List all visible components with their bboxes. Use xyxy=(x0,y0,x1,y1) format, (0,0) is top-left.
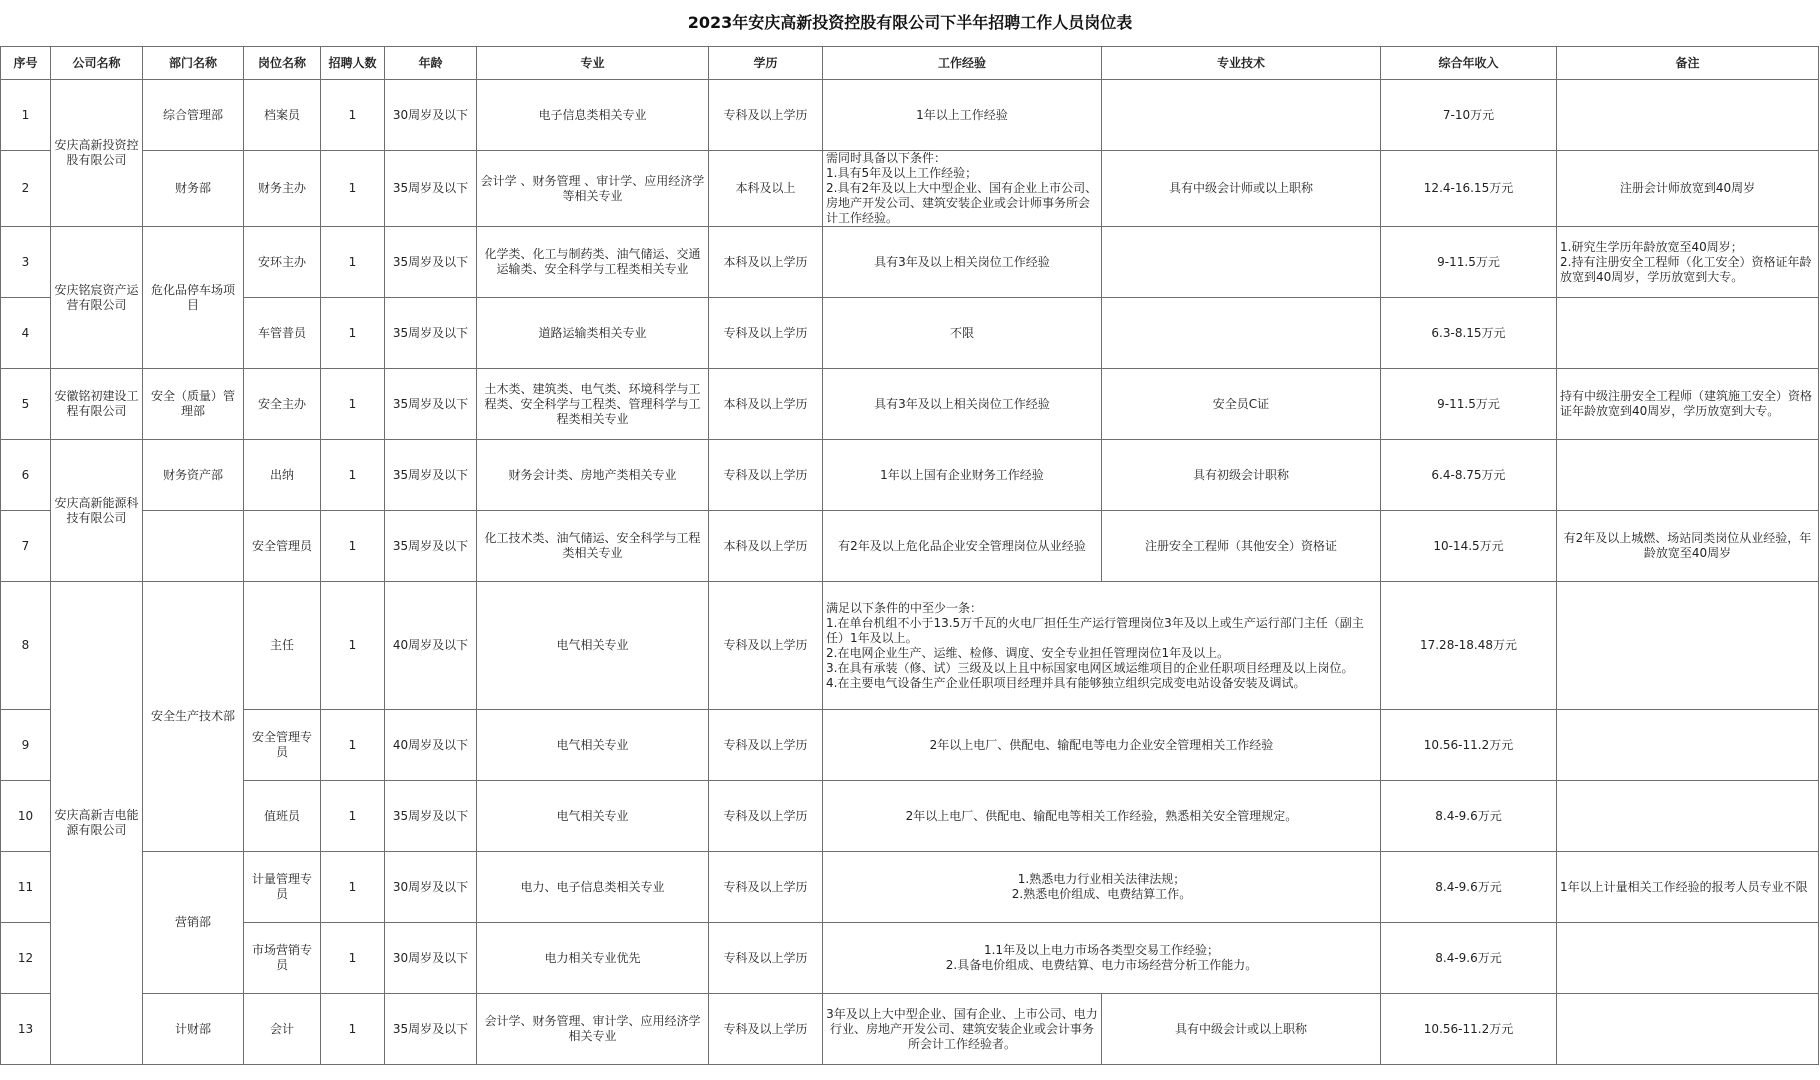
cell-major: 会计学、财务管理、审计学、应用经济学相关专业 xyxy=(477,994,709,1065)
cell-education: 专科及以上学历 xyxy=(709,710,823,781)
cell-income: 10-14.5万元 xyxy=(1381,511,1557,582)
cell-department: 财务部 xyxy=(143,151,244,227)
cell-department: 安全生产技术部 xyxy=(143,582,244,852)
cell-post: 主任 xyxy=(244,582,321,710)
col-header-income: 综合年收入 xyxy=(1381,47,1557,80)
cell-remarks xyxy=(1557,781,1819,852)
table-row xyxy=(1,80,1819,151)
cell-major: 会计学 、财务管理 、审计学、应用经济学等相关专业 xyxy=(477,151,709,227)
cell-education: 专科及以上学历 xyxy=(709,852,823,923)
table-row xyxy=(1,994,1819,1065)
cell-income: 6.4-8.75万元 xyxy=(1381,440,1557,511)
cell-post: 安全主办 xyxy=(244,369,321,440)
table-row xyxy=(1,369,1819,440)
cell-age: 35周岁及以下 xyxy=(385,227,477,298)
cell-post: 档案员 xyxy=(244,80,321,151)
cell-age: 40周岁及以下 xyxy=(385,582,477,710)
cell-age: 35周岁及以下 xyxy=(385,440,477,511)
cell-age: 35周岁及以下 xyxy=(385,781,477,852)
col-header-age: 年龄 xyxy=(385,47,477,80)
cell-experience: 不限 xyxy=(823,298,1102,369)
table-row xyxy=(1,298,1819,369)
cell-major: 电力、电子信息类相关专业 xyxy=(477,852,709,923)
cell-count: 1 xyxy=(321,440,385,511)
cell-no: 3 xyxy=(1,227,51,298)
table-row xyxy=(1,852,1819,923)
cell-no: 4 xyxy=(1,298,51,369)
cell-technical: 安全员C证 xyxy=(1102,369,1381,440)
cell-income: 12.4-16.15万元 xyxy=(1381,151,1557,227)
cell-count: 1 xyxy=(321,781,385,852)
col-header-no: 序号 xyxy=(1,47,51,80)
cell-major: 道路运输类相关专业 xyxy=(477,298,709,369)
col-header-experience: 工作经验 xyxy=(823,47,1102,80)
cell-income: 10.56-11.2万元 xyxy=(1381,994,1557,1065)
cell-department: 财务资产部 xyxy=(143,440,244,511)
cell-technical xyxy=(1102,80,1381,151)
cell-income: 8.4-9.6万元 xyxy=(1381,923,1557,994)
cell-age: 35周岁及以下 xyxy=(385,298,477,369)
cell-remarks xyxy=(1557,582,1819,710)
cell-technical: 具有中级会计师或以上职称 xyxy=(1102,151,1381,227)
cell-post: 车管普员 xyxy=(244,298,321,369)
recruitment-table xyxy=(0,46,1819,1065)
cell-major: 电气相关专业 xyxy=(477,582,709,710)
cell-major: 化工技术类、油气储运、安全科学与工程类相关专业 xyxy=(477,511,709,582)
cell-department: 综合管理部 xyxy=(143,80,244,151)
col-header-education: 学历 xyxy=(709,47,823,80)
col-header-company: 公司名称 xyxy=(51,47,143,80)
cell-technical: 具有中级会计或以上职称 xyxy=(1102,994,1381,1065)
table-row xyxy=(1,781,1819,852)
cell-count: 1 xyxy=(321,227,385,298)
cell-technical xyxy=(1102,298,1381,369)
cell-no: 9 xyxy=(1,710,51,781)
cell-remarks xyxy=(1557,710,1819,781)
col-header-count: 招聘人数 xyxy=(321,47,385,80)
cell-education: 专科及以上学历 xyxy=(709,582,823,710)
cell-experience: 1年以上工作经验 xyxy=(823,80,1102,151)
cell-income: 9-11.5万元 xyxy=(1381,369,1557,440)
cell-no: 8 xyxy=(1,582,51,710)
cell-post: 值班员 xyxy=(244,781,321,852)
cell-no: 11 xyxy=(1,852,51,923)
cell-experience: 满足以下条件的中至少一条： 1.在单台机组不小于13.5万千瓦的火电厂担任生产运行管理岗位3年及以上或生产运行部门主任（副主任）1年及以上。 2.在电网企业生产、运维、检修、调度、安全专业担任管理岗位1年及以上。 3.在具有承装（修、试）三级及以上且中标国家电网区域运维项目的企业任职项目经理及以上岗位。 4.在主要电气设备生产企业任职项目经理并具有能够独立组织完成变电站设备安装及调试。 xyxy=(823,582,1381,710)
table-row xyxy=(1,923,1819,994)
cell-remarks xyxy=(1557,994,1819,1065)
cell-experience: 1.1年及以上电力市场各类型交易工作经验； 2.具备电价组成、电费结算、电力市场经营分析工作能力。 xyxy=(823,923,1381,994)
cell-department: 危化品停车场项目 xyxy=(143,227,244,369)
cell-education: 专科及以上学历 xyxy=(709,80,823,151)
cell-technical xyxy=(1102,227,1381,298)
table-row xyxy=(1,710,1819,781)
cell-no: 10 xyxy=(1,781,51,852)
cell-remarks xyxy=(1557,440,1819,511)
cell-major: 财务会计类、房地产类相关专业 xyxy=(477,440,709,511)
cell-count: 1 xyxy=(321,80,385,151)
col-header-remarks: 备注 xyxy=(1557,47,1819,80)
cell-count: 1 xyxy=(321,298,385,369)
cell-income: 8.4-9.6万元 xyxy=(1381,852,1557,923)
cell-education: 本科及以上学历 xyxy=(709,227,823,298)
cell-major: 电气相关专业 xyxy=(477,710,709,781)
cell-post: 安全管理专员 xyxy=(244,710,321,781)
cell-company: 安庆高新吉电能源有限公司 xyxy=(51,582,143,1065)
cell-experience: 2年以上电厂、供配电、输配电等相关工作经验，熟悉相关安全管理规定。 xyxy=(823,781,1381,852)
cell-experience: 1.熟悉电力行业相关法律法规； 2.熟悉电价组成、电费结算工作。 xyxy=(823,852,1381,923)
header-row xyxy=(1,47,1819,80)
cell-age: 40周岁及以下 xyxy=(385,710,477,781)
cell-education: 本科及以上 xyxy=(709,151,823,227)
cell-company: 安庆高新能源科技有限公司 xyxy=(51,440,143,582)
cell-education: 本科及以上学历 xyxy=(709,369,823,440)
cell-post: 安全管理员 xyxy=(244,511,321,582)
cell-remarks: 1年以上计量相关工作经验的报考人员专业不限 xyxy=(1557,852,1819,923)
col-header-major: 专业 xyxy=(477,47,709,80)
cell-post: 会计 xyxy=(244,994,321,1065)
cell-count: 1 xyxy=(321,923,385,994)
cell-education: 本科及以上学历 xyxy=(709,511,823,582)
cell-remarks xyxy=(1557,298,1819,369)
cell-company: 安庆铭宸资产运营有限公司 xyxy=(51,227,143,369)
cell-education: 专科及以上学历 xyxy=(709,298,823,369)
cell-company: 安徽铭初建设工程有限公司 xyxy=(51,369,143,440)
cell-age: 30周岁及以下 xyxy=(385,852,477,923)
cell-experience: 2年以上电厂、供配电、输配电等电力企业安全管理相关工作经验 xyxy=(823,710,1381,781)
cell-no: 5 xyxy=(1,369,51,440)
cell-age: 30周岁及以下 xyxy=(385,923,477,994)
cell-major: 电气相关专业 xyxy=(477,781,709,852)
cell-remarks: 注册会计师放宽到40周岁 xyxy=(1557,151,1819,227)
cell-post: 计量管理专员 xyxy=(244,852,321,923)
cell-department: 计财部 xyxy=(143,994,244,1065)
cell-age: 35周岁及以下 xyxy=(385,994,477,1065)
cell-age: 30周岁及以下 xyxy=(385,80,477,151)
cell-remarks: 持有中级注册安全工程师（建筑施工安全）资格证年龄放宽到40周岁，学历放宽到大专。 xyxy=(1557,369,1819,440)
col-header-technical: 专业技术 xyxy=(1102,47,1381,80)
page-title: 2023年安庆高新投资控股有限公司下半年招聘工作人员岗位表 xyxy=(687,13,1133,32)
cell-remarks xyxy=(1557,80,1819,151)
cell-education: 专科及以上学历 xyxy=(709,781,823,852)
cell-income: 17.28-18.48万元 xyxy=(1381,582,1557,710)
table-row xyxy=(1,582,1819,710)
table-row xyxy=(1,440,1819,511)
cell-department-empty xyxy=(143,511,244,582)
cell-income: 7-10万元 xyxy=(1381,80,1557,151)
cell-count: 1 xyxy=(321,511,385,582)
cell-education: 专科及以上学历 xyxy=(709,923,823,994)
cell-experience: 具有3年及以上相关岗位工作经验 xyxy=(823,369,1102,440)
cell-no: 7 xyxy=(1,511,51,582)
cell-age: 35周岁及以下 xyxy=(385,151,477,227)
cell-education: 专科及以上学历 xyxy=(709,440,823,511)
cell-income: 9-11.5万元 xyxy=(1381,227,1557,298)
cell-education: 专科及以上学历 xyxy=(709,994,823,1065)
cell-post: 出纳 xyxy=(244,440,321,511)
cell-major: 土木类、建筑类、电气类、环境科学与工程类、安全科学与工程类、管理科学与工程类相关专业 xyxy=(477,369,709,440)
cell-department: 营销部 xyxy=(143,852,244,994)
cell-no: 13 xyxy=(1,994,51,1065)
cell-count: 1 xyxy=(321,151,385,227)
table-row xyxy=(1,227,1819,298)
cell-count: 1 xyxy=(321,852,385,923)
cell-count: 1 xyxy=(321,582,385,710)
cell-income: 10.56-11.2万元 xyxy=(1381,710,1557,781)
cell-technical: 具有初级会计职称 xyxy=(1102,440,1381,511)
col-header-post: 岗位名称 xyxy=(244,47,321,80)
cell-major: 电子信息类相关专业 xyxy=(477,80,709,151)
cell-post: 安环主办 xyxy=(244,227,321,298)
cell-experience: 需同时具备以下条件： 1.具有5年及以上工作经验； 2.具有2年及以上大中型企业、国有企业上市公司、房地产开发公司、建筑安装企业或会计师事务所会计工作经验。 xyxy=(823,151,1102,227)
cell-age: 35周岁及以下 xyxy=(385,369,477,440)
cell-count: 1 xyxy=(321,710,385,781)
col-header-department: 部门名称 xyxy=(143,47,244,80)
cell-experience: 1年以上国有企业财务工作经验 xyxy=(823,440,1102,511)
cell-income: 6.3-8.15万元 xyxy=(1381,298,1557,369)
cell-remarks: 1.研究生学历年龄放宽至40周岁； 2.持有注册安全工程师（化工安全）资格证年龄放宽到40周岁，学历放宽到大专。 xyxy=(1557,227,1819,298)
cell-count: 1 xyxy=(321,994,385,1065)
cell-remarks: 有2年及以上城燃、场站同类岗位从业经验，年龄放宽至40周岁 xyxy=(1557,511,1819,582)
cell-experience: 有2年及以上危化品企业安全管理岗位从业经验 xyxy=(823,511,1102,582)
cell-count: 1 xyxy=(321,369,385,440)
cell-post: 财务主办 xyxy=(244,151,321,227)
cell-remarks xyxy=(1557,923,1819,994)
cell-experience: 3年及以上大中型企业、国有企业、上市公司、电力行业、房地产开发公司、建筑安装企业或会计事务所会计工作经验者。 xyxy=(823,994,1102,1065)
cell-no: 12 xyxy=(1,923,51,994)
cell-department: 安全（质量）管理部 xyxy=(143,369,244,440)
cell-no: 2 xyxy=(1,151,51,227)
table-row xyxy=(1,151,1819,227)
cell-post: 市场营销专员 xyxy=(244,923,321,994)
cell-no: 1 xyxy=(1,80,51,151)
cell-experience: 具有3年及以上相关岗位工作经验 xyxy=(823,227,1102,298)
cell-no: 6 xyxy=(1,440,51,511)
cell-income: 8.4-9.6万元 xyxy=(1381,781,1557,852)
cell-company: 安庆高新投资控股有限公司 xyxy=(51,80,143,227)
cell-age: 35周岁及以下 xyxy=(385,511,477,582)
table-row xyxy=(1,511,1819,582)
cell-technical: 注册安全工程师（其他安全）资格证 xyxy=(1102,511,1381,582)
cell-major: 电力相关专业优先 xyxy=(477,923,709,994)
cell-major: 化学类、化工与制药类、油气储运、交通运输类、安全科学与工程类相关专业 xyxy=(477,227,709,298)
